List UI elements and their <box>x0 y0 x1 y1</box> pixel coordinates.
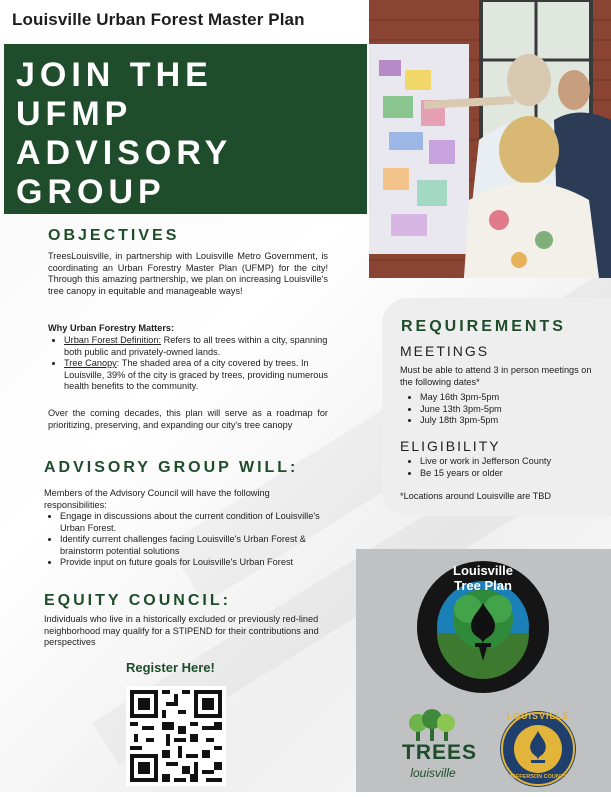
advisory-intro: Members of the Advisory Council will have the following responsibilities: <box>44 488 270 510</box>
tree-plan-logo-text: Louisville Tree Plan <box>453 563 513 593</box>
objectives-section <box>48 227 328 245</box>
equity-text: Individuals who live in a historically excluded or previously red-lined neighborhood may qualify for a STIPEND for their contributions and perspectives <box>44 614 319 647</box>
term: Urban Forest Definition: <box>64 335 162 345</box>
header-bar <box>0 0 367 42</box>
objectives-heading: OBJECTIVES <box>48 227 180 244</box>
seal-top-text: LOUISVILLE <box>506 711 570 721</box>
advisory-list <box>44 511 328 569</box>
requirements-note: *Locations around Louisville are TBD <box>400 491 552 501</box>
why-heading: Why Urban Forestry Matters: <box>48 323 175 333</box>
trees-logo-word: TREES <box>402 741 478 764</box>
equity-heading: EQUITY COUNCIL: <box>44 592 231 609</box>
requirements-heading: REQUIREMENTS <box>401 318 566 335</box>
advisory-heading: ADVISORY GROUP WILL: <box>44 459 299 476</box>
hero-line: GROUP <box>16 173 166 211</box>
seal-bottom-text: JEFFERSON COUNTY <box>509 774 567 780</box>
list-item: • Provide input on future goals for Louisville's Urban Forest <box>60 557 328 569</box>
list-item: • July 18th 3pm-5pm <box>420 415 600 427</box>
hero-line: JOIN THE <box>16 56 213 94</box>
hero-line: ADVISORY <box>16 134 233 172</box>
photo-illustration <box>369 0 611 278</box>
list-item: • May 16th 3pm-5pm <box>420 392 600 404</box>
qr-code-graphic <box>126 686 226 786</box>
hero-photo <box>369 0 611 278</box>
term: Tree Canopy <box>64 358 117 368</box>
requirements-card <box>382 298 611 516</box>
eligibility-list <box>404 456 600 479</box>
list-item: • June 13th 3pm-5pm <box>420 404 600 416</box>
term-text: Refers to all trees within a city, spanning both public and privately-owned lands. <box>64 335 328 357</box>
list-item: • Live or work in Jefferson County <box>420 456 600 468</box>
meeting-dates <box>404 392 600 427</box>
list-item: • Identify current challenges facing Louisville's Urban Forest & brainstorm potential solutions <box>60 534 328 557</box>
trees-logo-sub: louisville <box>410 766 456 780</box>
page-title: Louisville Urban Forest Master Plan <box>12 10 305 29</box>
why-list <box>48 335 330 393</box>
term-text: : The shaded area of a city covered by trees. In Louisville, 39% of the city is graced by trees, providing numerous health benefits to the community. <box>64 358 329 391</box>
list-item: • Be 15 years or older <box>420 468 600 480</box>
meetings-text: Must be able to attend 3 in person meetings on the following dates* <box>400 365 592 387</box>
list-item: • Engage in discussions about the current condition of Louisville's Urban Forest. <box>60 511 328 534</box>
qr-code[interactable] <box>126 686 226 786</box>
trees-logo-graphic <box>402 709 462 743</box>
objectives-intro: TreesLouisville, in partnership with Louisville Metro Government, is coordinating an Urban Forestry Master Plan (UFMP) for the city! Through this amazing partnership, we plan on increasing Louisville's tree canopy in equitable and manageable ways! <box>48 251 328 296</box>
list-item <box>64 358 330 393</box>
meetings-heading: MEETINGS <box>400 343 490 359</box>
hero-banner <box>4 44 367 214</box>
eligibility-heading: ELIGIBILITY <box>400 438 501 454</box>
objectives-closing: Over the coming decades, this plan will serve as a roadmap for prioritizing, preserving, and expanding our city's tree canopy <box>48 408 328 430</box>
trees-logo-icon <box>402 709 462 743</box>
list-item <box>64 335 330 358</box>
logo-panel <box>356 549 611 792</box>
register-label[interactable]: Register Here! <box>126 660 215 675</box>
hero-line: UFMP <box>16 95 133 133</box>
